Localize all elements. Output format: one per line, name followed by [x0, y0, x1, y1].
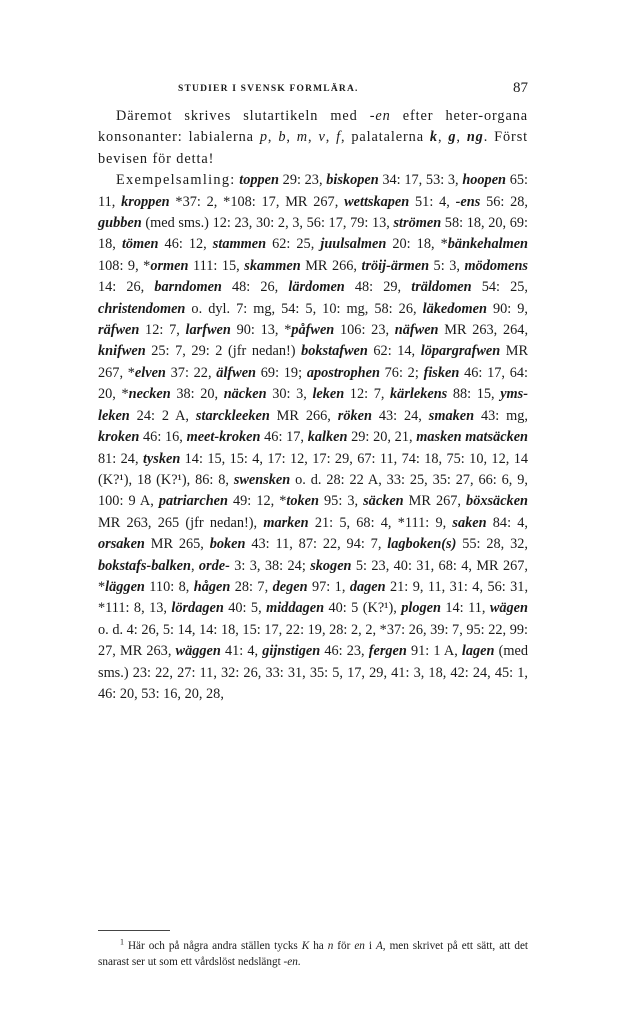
- intro-letter: p: [259, 129, 268, 146]
- sample-reference: 37: 22,: [165, 364, 217, 381]
- sample-reference: 5: 23, 40: 31, 68: 4, MR 267, *: [98, 557, 528, 595]
- sample-word: masken: [416, 429, 462, 446]
- sample-reference: (med sms.) 12: 23, 30: 2, 3, 56: 17, 79: 13,: [141, 215, 394, 232]
- intro-letter: f: [336, 129, 341, 146]
- sample-reference: 56: 28,: [480, 193, 529, 210]
- sample-word: säcken: [363, 493, 404, 510]
- sample-reference: ,: [190, 557, 199, 574]
- sample-word: räfwen: [98, 322, 140, 339]
- sample-reference: 38: 20,: [170, 386, 224, 403]
- footnote-text: , men skrivet på ett sätt, att det snarast ser ut som ett vårdslöst nedslängt: [98, 940, 529, 968]
- footnote-mark: 1: [120, 937, 124, 947]
- sample-reference: 62: 14,: [367, 343, 421, 360]
- sample-word: skammen: [244, 257, 301, 274]
- sample-reference: 21: 9, 11, 31: 4, 56: 31, *111: 8, 13,: [98, 578, 529, 617]
- sample-reference: 65: 11,: [98, 172, 528, 210]
- sample-word: bänkehalmen: [447, 236, 528, 253]
- sample-word: saken: [452, 514, 487, 531]
- sample-reference: 110: 8,: [144, 578, 194, 595]
- sample-reference: 29: 20, 21,: [347, 429, 417, 446]
- sample-word: påfwen: [291, 322, 335, 339]
- sample-reference: 25: 7, 29: 2 (jfr nedan!): [145, 343, 302, 360]
- sample-word: orsaken: [98, 536, 145, 553]
- sample-reference: 20: 18, *: [386, 236, 448, 253]
- intro-text: Däremot skrives slutartikeln med: [116, 108, 370, 124]
- intro-paragraph: [98, 106, 528, 170]
- sample-reference: 12: 7,: [344, 386, 391, 403]
- sample-word: marken: [263, 514, 309, 531]
- sample-word: löpargrafwen: [420, 343, 501, 360]
- sample-reference: MR 267, *: [98, 343, 529, 381]
- sample-reference: MR 263, 264,: [438, 322, 529, 339]
- sample-reference: 3: 3, 38: 24;: [229, 557, 311, 574]
- sample-word: orde-: [198, 557, 230, 574]
- sample-reference: 43: 11, 87: 22, 94: 7,: [245, 536, 388, 553]
- sample-word: tröij-ärmen: [361, 257, 430, 274]
- sample-reference: 91: 1 A,: [406, 643, 462, 660]
- sample-reference: 14: 26,: [98, 279, 155, 296]
- footnote-text: Här och på några andra ställen tycks: [124, 940, 302, 952]
- running-title: STUDIER I SVENSK FORMLÄRA.: [178, 84, 359, 94]
- sample-reference: 40: 5,: [223, 600, 267, 617]
- sample-reference: 30: 3,: [266, 386, 313, 403]
- intro-letter: m: [296, 129, 309, 146]
- sample-reference: 106: 23,: [334, 322, 395, 339]
- sample-word: lärdomen: [288, 279, 345, 296]
- sample-reference: 62: 25,: [266, 236, 321, 253]
- sample-reference: 58: 18, 20, 69: 18,: [98, 215, 528, 253]
- sample-word: kroken: [98, 429, 140, 446]
- sample-word: bokstafs-balken: [98, 557, 191, 574]
- intro-sep: ,: [267, 129, 279, 146]
- sample-word: toppen: [239, 172, 279, 189]
- sample-reference: 51: 4,: [409, 193, 456, 210]
- intro-text: , palatalerna: [340, 129, 430, 146]
- sample-reference: MR 267,: [403, 493, 467, 510]
- sample-word: barndomen: [154, 279, 222, 296]
- sample-reference: 24: 2 A,: [129, 407, 196, 424]
- intro-letter: g: [448, 129, 457, 146]
- sample-reference: 41: 4,: [220, 643, 263, 660]
- sample-word: matsäcken: [465, 429, 529, 446]
- sample-word: elven: [134, 364, 166, 381]
- sample-word: kärlekens: [390, 386, 448, 403]
- sample-word: tysken: [142, 450, 181, 467]
- sample-word: wägen: [489, 600, 528, 617]
- sample-word: träldomen: [411, 279, 472, 296]
- sample-label: Exempelsamling:: [116, 172, 236, 189]
- intro-sep: ,: [437, 129, 449, 146]
- sample-word: gubben: [98, 215, 142, 232]
- sample-reference: 28: 7,: [230, 578, 273, 595]
- intro-text: . Först bevisen för detta!: [98, 129, 529, 167]
- sample-word: näfwen: [394, 322, 439, 339]
- sample-word: läggen: [105, 578, 145, 595]
- sample-reference: 46: 23,: [320, 643, 369, 660]
- sample-word: meet-kroken: [186, 429, 261, 446]
- footnote-italic: n: [327, 940, 334, 952]
- sample-reference: 90: 13, *: [230, 322, 292, 339]
- footnote-text: .: [297, 956, 301, 968]
- sample-reference: 81: 24,: [98, 450, 143, 467]
- sample-reference: o. d. 28: 22 A, 33: 25, 35: 27, 66: 6, 9, 100: 9 A,: [98, 471, 528, 510]
- sample-reference: *37: 2, *108: 17, MR 267,: [169, 193, 345, 210]
- sample-word: skogen: [310, 557, 352, 574]
- sample-reference: 49: 12, *: [227, 493, 287, 510]
- sample-reference: o. d. 4: 26, 5: 14, 14: 18, 15: 17, 22: 19, 28: 2, 2, *37: 26, 39: 7, 95: 22, 99: 27, MR 263,: [98, 621, 528, 660]
- sample-word: tömen: [121, 236, 159, 253]
- sample-reference: 43: 24,: [371, 407, 429, 424]
- sample-word: kroppen: [121, 193, 170, 210]
- sample-word: middagen: [266, 600, 325, 617]
- sample-word: näcken: [223, 386, 267, 403]
- sample-word: wäggen: [175, 643, 221, 660]
- sample-word: larfwen: [185, 322, 231, 339]
- footnote: [98, 938, 528, 970]
- sample-word: plogen: [401, 600, 441, 617]
- footnote-italic: A: [375, 940, 383, 952]
- intro-sep: ,: [308, 129, 319, 146]
- intro-suffix: -en: [369, 108, 391, 124]
- sample-reference: 14: 11,: [440, 600, 490, 617]
- sample-reference: 90: 9,: [486, 300, 529, 317]
- sample-word: necken: [128, 386, 171, 403]
- sample-word: leken: [312, 386, 345, 403]
- sample-word: biskopen: [326, 172, 379, 189]
- sample-reference: 48: 26,: [221, 279, 289, 296]
- main-text: [98, 106, 528, 705]
- sample-word: juulsalmen: [320, 236, 387, 253]
- sample-word: röken: [337, 407, 372, 424]
- sample-reference: 84: 4,: [486, 514, 529, 531]
- sample-word: lagboken(s): [387, 536, 457, 553]
- sample-word: token: [286, 493, 319, 510]
- sample-word: lördagen: [171, 600, 224, 617]
- sample-reference: 43: mg,: [474, 407, 528, 424]
- sample-word: -ens: [455, 193, 481, 210]
- sample-word: gijnstigen: [262, 643, 321, 660]
- sample-reference: 88: 15,: [447, 386, 501, 403]
- sample-reference: 46: 17,: [260, 429, 308, 446]
- intro-sep: ,: [286, 129, 297, 146]
- sample-reference: 34: 17, 53: 3,: [378, 172, 463, 189]
- intro-letter: ng: [466, 129, 484, 146]
- sample-reference: 14: 15, 15: 4, 17: 12, 17: 29, 67: 11, 74: 18, 75: 10, 12, 14 (K?¹), 18 (K?¹), 86: 8,: [98, 450, 528, 488]
- sample-reference: 95: 3,: [318, 493, 364, 510]
- footnote-text: ha: [309, 940, 328, 952]
- sample-reference: 54: 25,: [471, 279, 528, 296]
- sample-reference: 12: 7,: [139, 322, 186, 339]
- footnote-italic: K: [301, 940, 310, 952]
- sample-word: starckleeken: [195, 407, 270, 424]
- footnote-text: i: [364, 940, 376, 952]
- sample-word: knifwen: [98, 343, 146, 360]
- page-header: [98, 82, 528, 102]
- sample-reference: (med sms.) 23: 22, 27: 11, 32: 26, 33: 31, 35: 5, 17, 29, 41: 3, 18, 42: 24, 45: 1, 46: 20, 53: 16, 20, 28,: [98, 643, 528, 702]
- sample-reference: MR 265,: [144, 536, 210, 553]
- sample-word: ormen: [150, 257, 189, 274]
- sample-reference: o. dyl. 7: mg, 54: 5, 10: mg, 58: 26,: [185, 300, 423, 317]
- sample-word: kalken: [307, 429, 348, 446]
- sample-word: fergen: [368, 643, 407, 660]
- sample-reference: 46: 17, 64: 20, *: [98, 364, 528, 403]
- intro-text: efter heter-organa konsonanter: labialerna: [98, 108, 528, 146]
- intro-letter: b: [278, 129, 287, 146]
- sample-collection: [98, 170, 528, 705]
- sample-reference: 69: 19;: [256, 364, 307, 381]
- sample-word: hoopen: [462, 172, 507, 189]
- sample-word: christendomen: [98, 300, 186, 317]
- sample-reference: 111: 15,: [188, 257, 245, 274]
- sample-word: fisken: [423, 364, 460, 381]
- sample-reference: MR 266,: [300, 257, 362, 274]
- footnote-divider: [98, 930, 170, 931]
- sample-word: degen: [272, 578, 308, 595]
- sample-reference: 5: 3,: [429, 257, 465, 274]
- footnote-italic: -en: [283, 956, 298, 968]
- page-number: 87: [513, 80, 528, 96]
- sample-reference: 46: 16,: [139, 429, 187, 446]
- intro-letter: k: [429, 129, 438, 146]
- sample-word: mödomens: [464, 257, 528, 274]
- sample-word: stammen: [212, 236, 267, 253]
- sample-word: bokstafwen: [301, 343, 368, 360]
- sample-reference: 48: 29,: [344, 279, 412, 296]
- sample-word: älfwen: [216, 364, 257, 381]
- sample-word: apostrophen: [306, 364, 380, 381]
- sample-word: patriarchen: [158, 493, 228, 510]
- sample-word: swensken: [233, 471, 291, 488]
- sample-reference: MR 266,: [269, 407, 338, 424]
- sample-reference: 29: 23,: [278, 172, 327, 189]
- intro-letter: v: [318, 129, 326, 146]
- footnote-italic: en: [354, 940, 365, 952]
- sample-word: smaken: [428, 407, 475, 424]
- sample-reference: 46: 12,: [158, 236, 213, 253]
- sample-reference: 108: 9, *: [98, 257, 151, 274]
- intro-sep: ,: [325, 129, 337, 146]
- sample-word: wettskapen: [344, 193, 410, 210]
- footnote-text: för: [333, 940, 355, 952]
- sample-word: boken: [209, 536, 246, 553]
- sample-reference: 55: 28, 32,: [456, 536, 528, 553]
- sample-word: strömen: [393, 215, 442, 232]
- sample-reference: 76: 2;: [379, 364, 424, 381]
- sample-reference: MR 263, 265 (jfr nedan!),: [98, 514, 264, 531]
- sample-word: läkedomen: [422, 300, 487, 317]
- sample-reference: 97: 1,: [307, 578, 350, 595]
- sample-word: yms-leken: [98, 386, 528, 424]
- sample-word: böxsäcken: [466, 493, 528, 510]
- sample-reference: 40: 5 (K?¹),: [324, 600, 402, 617]
- sample-word: hågen: [193, 578, 231, 595]
- sample-word: lagen: [461, 643, 495, 660]
- intro-sep: ,: [456, 129, 467, 146]
- sample-reference: 21: 5, 68: 4, *111: 9,: [308, 514, 453, 531]
- sample-word: dagen: [349, 578, 386, 595]
